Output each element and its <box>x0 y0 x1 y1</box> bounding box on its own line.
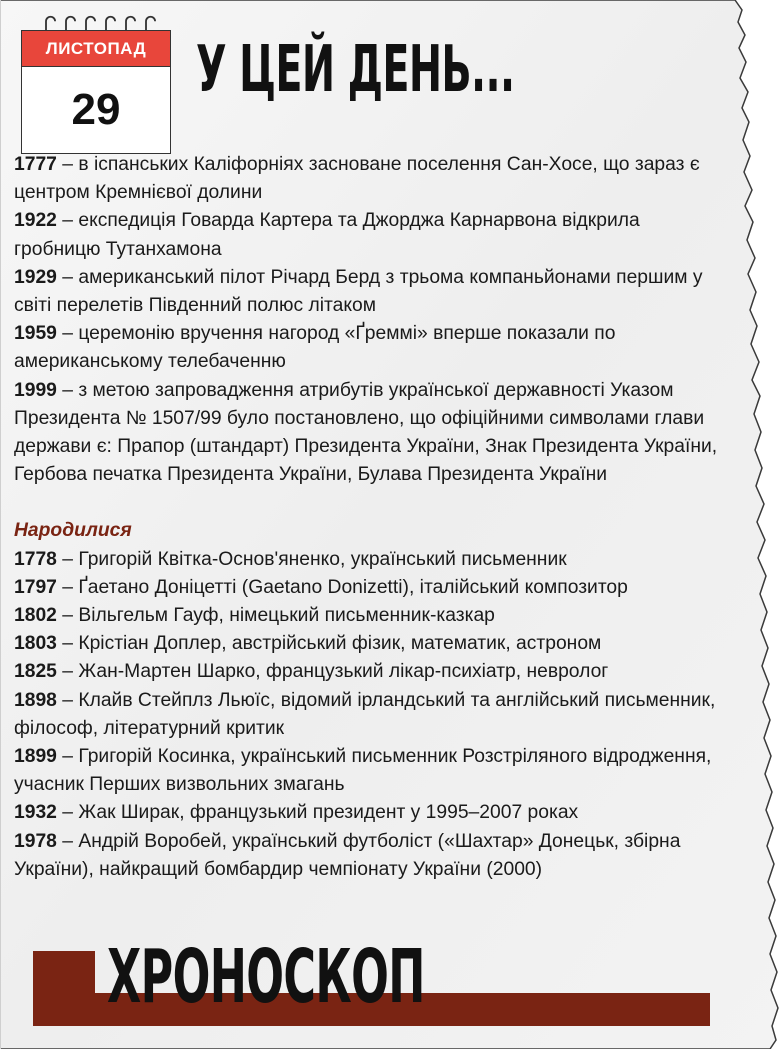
entry-year: 1898 <box>14 689 57 711</box>
birth-item <box>14 828 719 884</box>
birth-item <box>14 546 719 574</box>
event-item <box>14 320 719 376</box>
birth-item <box>14 630 719 658</box>
entry-year: 1959 <box>14 323 57 345</box>
entry-text: – Андрій Воробей, український футболіст («Шахтар» Донецьк, збірна України), найкращий бомбардир чемпіонату України (2000) <box>14 830 681 880</box>
born-section-title: Народилися <box>14 520 132 542</box>
entry-year: 1803 <box>14 633 57 655</box>
entry-year: 1778 <box>14 548 57 570</box>
events-list <box>14 151 719 489</box>
calendar-widget <box>21 14 171 140</box>
birth-item <box>14 602 719 630</box>
entry-text: – церемонію вручення нагород «Ґреммі» вперше показали по американському телебаченню <box>14 323 616 373</box>
entry-year: 1825 <box>14 661 57 683</box>
entry-text: – Жак Ширак, французький президент у 1995–2007 роках <box>56 802 579 824</box>
entry-text: – Григорій Косинка, український письменник Розстріляного відродження, учасник Перших визвольних змагань <box>14 746 712 796</box>
birth-item <box>14 743 719 799</box>
entry-year: 1802 <box>14 605 57 627</box>
births-list <box>14 546 719 884</box>
entry-year: 1929 <box>14 266 57 288</box>
birth-item <box>14 687 719 743</box>
entry-text: – Клайв Стейплз Льюїс, відомий ірландський та англійський письменник, філософ, літературний критик <box>14 689 716 739</box>
entry-year: 1922 <box>14 210 57 232</box>
event-item <box>14 151 719 207</box>
entry-text: – Крістіан Доплер, австрійський фізик, математик, астроном <box>56 633 602 655</box>
birth-item <box>14 658 719 686</box>
birth-item <box>14 574 719 602</box>
content-text <box>14 151 719 884</box>
entry-year: 1932 <box>14 802 57 824</box>
entry-text: – експедиція Говарда Картера та Джорджа Карнарвона відкрила гробницю Тутанхамона <box>14 210 640 260</box>
calendar-day: 29 <box>21 66 171 154</box>
entry-text: – Жан-Мартен Шарко, французький лікар-психіатр, невролог <box>56 661 609 683</box>
event-item <box>14 264 719 320</box>
entry-text: – Вільгельм Гауф, німецький письменник-казкар <box>56 605 495 627</box>
footer-title: ХРОНОСКОП <box>107 934 425 1020</box>
entry-text: – в іспанських Каліфорніях засноване поселення Сан-Хосе, що зараз є центром Кремнієвої долини <box>14 154 700 204</box>
entry-text: – Ґаетано Доніцетті (Gaetano Donizetti), італійський композитор <box>56 576 628 598</box>
page-title: У ЦЕЙ ДЕНЬ... <box>196 33 515 107</box>
entry-year: 1978 <box>14 830 57 852</box>
entry-year: 1999 <box>14 379 57 401</box>
entry-year: 1777 <box>14 154 57 175</box>
event-item <box>14 207 719 263</box>
entry-text: – американський пілот Річард Берд з трьома компаньйонами першим у світі перелетів Південний полюс літаком <box>14 266 703 317</box>
entry-year: 1797 <box>14 576 57 598</box>
event-item <box>14 377 719 490</box>
entry-text: – Григорій Квітка-Основ'яненко, український письменник <box>56 548 567 570</box>
entry-text: – з метою запровадження атрибутів української державності Указом Президента № 1507/99 було постановлено, що офіційними символами глави держави є: Прапор (штандарт) Президента України, Знак Президента України, Гербова печатка Президента України, Булава Президента України <box>14 379 718 486</box>
birth-item <box>14 799 719 827</box>
entry-year: 1899 <box>14 746 57 768</box>
calendar-month: ЛИСТОПАД <box>21 30 171 67</box>
